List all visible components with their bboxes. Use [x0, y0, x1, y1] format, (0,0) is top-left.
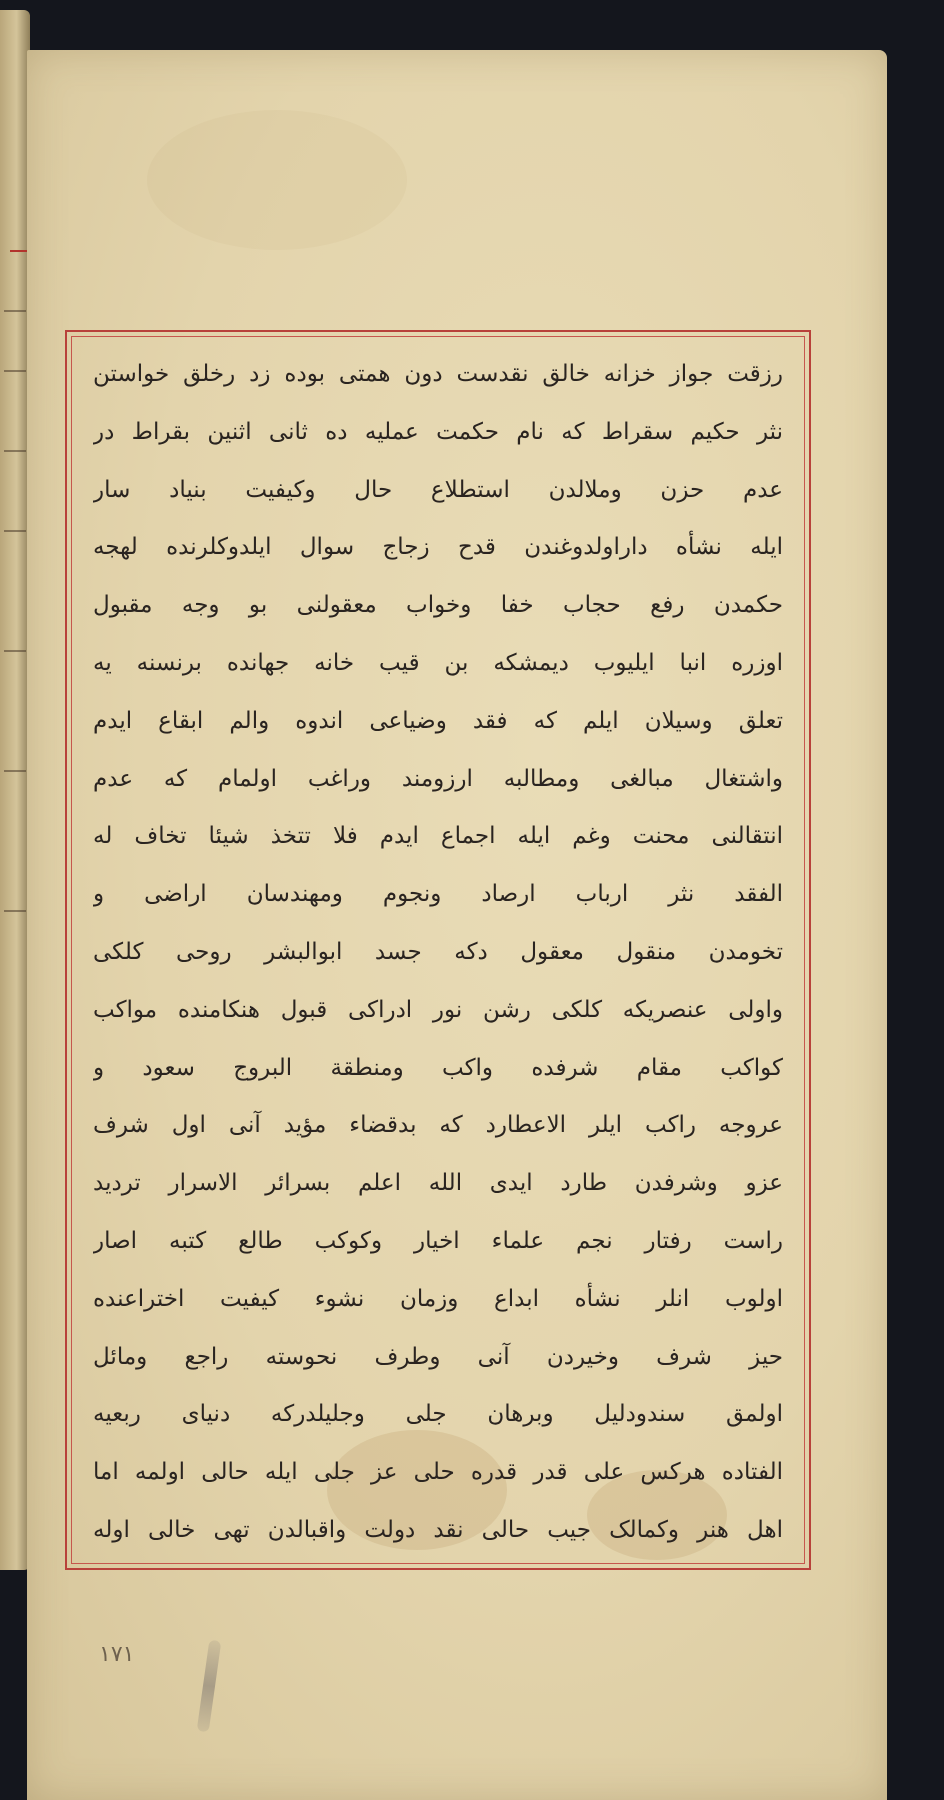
text-line-14: عروجه راکب ایلر الاعطارد که بدقضاء مؤید آنی اول شرف	[93, 1112, 783, 1139]
text-line-20: الفتاده هرکس علی قدر قدره حلی عز جلی ایله حالی اولمه اما	[93, 1459, 783, 1486]
text-line-7: تعلق وسیلان ایلم که فقد وضیاعی اندوه والم ابقاع ایدم	[93, 707, 783, 734]
previous-page-ink-mark	[4, 770, 26, 772]
text-line-17: اولوب انلر نشأه ابداع وزمان نشوء کیفیت اختراعنده	[93, 1285, 783, 1312]
text-line-1: رزقت جواز خزانه خالق نقدست دون همتی بوده زد رخلق خواستن	[93, 361, 783, 387]
text-line-13: کواکب مقام شرفده واکب ومنطقة البروج سعود و	[93, 1054, 783, 1081]
text-line-8: واشتغال مبالغی ومطالبه ارزومند وراغب اولمام که عدم	[93, 765, 783, 792]
previous-page-red-rule	[10, 250, 28, 252]
folio-number: ١٧١	[99, 1642, 135, 1667]
previous-page-ink-mark	[4, 650, 26, 652]
text-line-6: اوزره انبا ایلیوب دیمشکه بن قیب خانه جهانده برنسنه یه	[93, 649, 783, 676]
paper-stain	[147, 110, 407, 250]
text-line-4: ایله نشأه داراولدوغندن قدح زجاج سوال ایلدوکلرنده لهجه	[93, 534, 783, 561]
pencil-mark	[197, 1640, 222, 1733]
text-line-11: تخومدن منقول معقول دکه جسد ابوالبشر روحی کلکی	[93, 938, 783, 965]
text-line-3: عدم حزن وملالدن استطلاع حال وکیفیت بنیاد سار	[93, 476, 783, 503]
previous-page-ink-mark	[4, 530, 26, 532]
text-line-18: حیز شرف وخیردن آنی وطرف نحوسته راجع ومائل	[93, 1343, 783, 1370]
manuscript-page	[27, 50, 887, 1800]
text-line-21: اهل هنر وکمالک جیب حالی نقد دولت واقبالدن تهی خالی اوله	[93, 1516, 783, 1543]
text-line-10: الفقد نثر ارباب ارصاد ونجوم ومهندسان اراضی و	[93, 881, 783, 908]
text-line-15: عزو وشرفدن طارد ایدی الله اعلم بسرائر الاسرار تردید	[93, 1170, 783, 1197]
text-line-16: راست رفتار نجم علماء اخیار وکوکب طالع کتبه اصار	[93, 1227, 783, 1254]
manuscript-text	[93, 350, 783, 1554]
previous-page-ink-mark	[4, 310, 26, 312]
previous-page-edge	[0, 10, 30, 1570]
previous-page-ink-mark	[4, 910, 26, 912]
text-frame	[65, 330, 811, 1570]
text-line-12: واولی عنصریکه کلکی رشن نور ادراکی قبول هنکامنده مواکب	[93, 996, 783, 1023]
text-line-19: اولمق سندودلیل وبرهان جلی وجلیلدرکه دنیای ربعیه	[93, 1401, 783, 1428]
previous-page-ink-mark	[4, 450, 26, 452]
text-line-2: نثر حکیم سقراط که نام حکمت عملیه ده ثانی اثنین بقراط در	[93, 418, 783, 445]
previous-page-ink-mark	[4, 370, 26, 372]
text-line-5: حکمدن رفع حجاب خفا وخواب معقولنی بو وجه مقبول	[93, 592, 783, 619]
text-line-9: انتقالنی محنت وغم ایله اجماع ایدم فلا تتخذ شیئا تخاف له	[93, 823, 783, 850]
